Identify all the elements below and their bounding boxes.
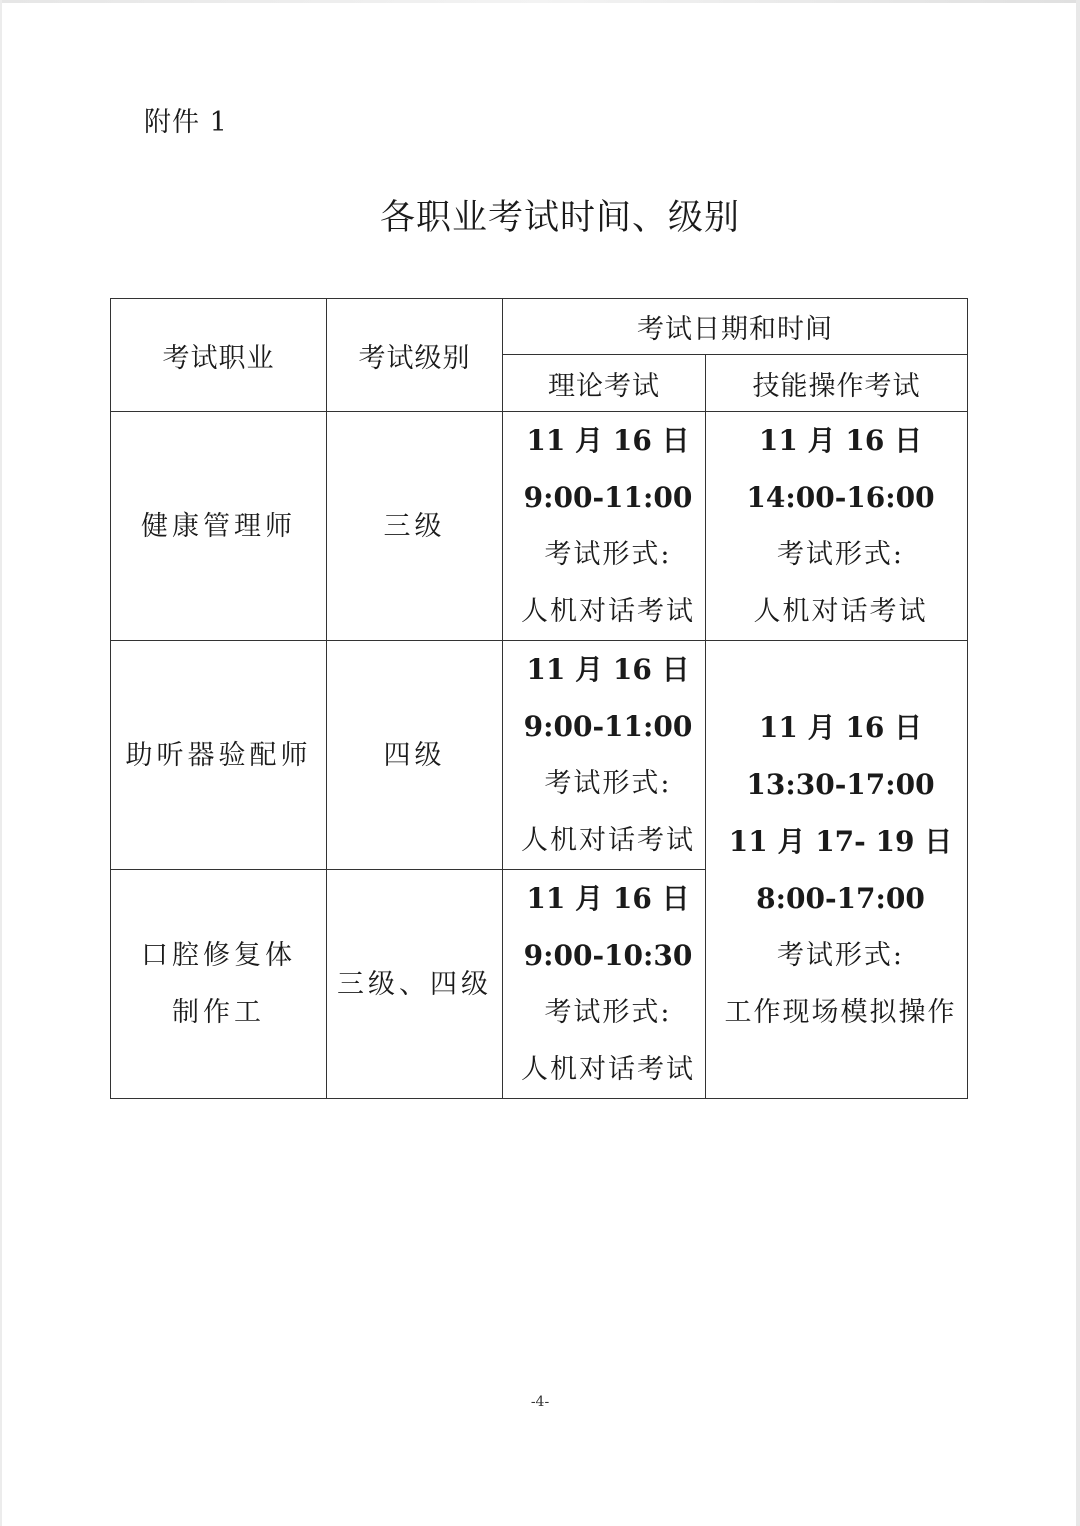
theory-form-label: 考试形式: bbox=[544, 997, 672, 1028]
occupation-line-1: 口腔修复体 bbox=[141, 940, 296, 971]
theory-form-label: 考试形式: bbox=[544, 768, 672, 799]
skill-form: 工作现场模拟操作 bbox=[724, 996, 957, 1028]
level-cell: 三级、四级 bbox=[327, 870, 503, 1099]
table-row bbox=[111, 412, 968, 641]
page-number: -4- bbox=[530, 1394, 550, 1410]
header-skill: 技能操作考试 bbox=[706, 355, 968, 412]
header-datetime: 考试日期和时间 bbox=[503, 299, 968, 355]
scan-edge-top bbox=[0, 0, 1080, 3]
exam-schedule-table bbox=[110, 298, 968, 1099]
theory-form: 人机对话考试 bbox=[521, 596, 695, 627]
header-theory: 理论考试 bbox=[503, 355, 706, 412]
occupation-cell bbox=[111, 870, 327, 1099]
theory-form-label: 考试形式: bbox=[544, 539, 672, 570]
theory-time: 9:00-10:30 bbox=[523, 939, 693, 972]
theory-exam-cell bbox=[503, 641, 706, 870]
header-occupation: 考试职业 bbox=[111, 299, 327, 412]
level-cell: 四级 bbox=[327, 641, 503, 870]
skill-date-2: 11 月 17- 19 日 bbox=[728, 824, 953, 858]
skill-time: 14:00-16:00 bbox=[746, 481, 935, 514]
skill-form-label: 考试形式: bbox=[776, 539, 905, 570]
theory-time: 9:00-11:00 bbox=[523, 710, 693, 743]
skill-form: 人机对话考试 bbox=[753, 596, 928, 627]
theory-date: 11 月 16 日 bbox=[526, 653, 690, 686]
attachment-label: 附件 1 bbox=[144, 107, 228, 138]
theory-time: 9:00-11:00 bbox=[523, 481, 693, 514]
theory-date: 11 月 16 日 bbox=[526, 424, 690, 457]
skill-date-1: 11 月 16 日 bbox=[758, 710, 923, 744]
skill-exam-cell bbox=[706, 412, 968, 641]
shared-skill-exam-cell bbox=[706, 641, 968, 1099]
table-row bbox=[111, 641, 968, 870]
header-level: 考试级别 bbox=[327, 299, 503, 412]
occupation-cell: 助听器验配师 bbox=[111, 641, 327, 870]
theory-form: 人机对话考试 bbox=[521, 1054, 695, 1085]
table-header-row bbox=[111, 299, 968, 355]
theory-exam-cell bbox=[503, 870, 706, 1099]
occupation-cell: 健康管理师 bbox=[111, 412, 327, 641]
theory-exam-cell bbox=[503, 412, 706, 641]
level-cell: 三级 bbox=[327, 412, 503, 641]
theory-form: 人机对话考试 bbox=[521, 825, 695, 856]
skill-date: 11 月 16 日 bbox=[758, 424, 923, 457]
skill-form-label: 考试形式: bbox=[776, 939, 905, 971]
theory-date: 11 月 16 日 bbox=[526, 882, 690, 915]
occupation-line-2: 制作工 bbox=[172, 997, 265, 1028]
skill-time-1: 13:30-17:00 bbox=[746, 767, 935, 801]
skill-time-2: 8:00-17:00 bbox=[756, 881, 925, 915]
document-title: 各职业考试时间、级别 bbox=[379, 198, 740, 238]
